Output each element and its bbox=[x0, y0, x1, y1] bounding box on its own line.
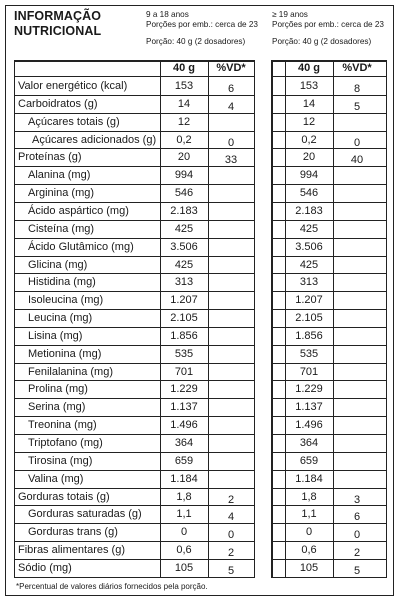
nutrient-label: Gorduras trans (g) bbox=[28, 526, 118, 538]
amount-adult: 994 bbox=[299, 169, 319, 181]
amount-teen: 364 bbox=[174, 437, 194, 449]
vd-adult: 3 bbox=[353, 494, 361, 506]
amount-teen: 14 bbox=[177, 98, 191, 110]
vd-teen: 5 bbox=[227, 565, 235, 577]
amount-adult: 20 bbox=[302, 151, 316, 163]
table-row bbox=[0, 541, 400, 559]
amount-teen: 425 bbox=[174, 223, 194, 235]
amount-adult: 1.496 bbox=[295, 419, 323, 431]
amount-adult: 0,6 bbox=[301, 544, 317, 556]
amount-adult: 105 bbox=[299, 562, 319, 574]
amount-teen: 659 bbox=[174, 455, 194, 467]
table-row bbox=[0, 77, 400, 95]
amount-teen: 1.207 bbox=[170, 294, 198, 306]
nutrient-label: Leucina (mg) bbox=[28, 312, 93, 324]
amount-teen: 1.137 bbox=[170, 401, 198, 413]
amount-teen: 1.229 bbox=[170, 383, 198, 395]
title-line-2: NUTRICIONAL bbox=[14, 24, 102, 38]
amount-adult: 1.856 bbox=[295, 330, 323, 342]
table-row bbox=[0, 505, 400, 523]
table-row bbox=[0, 202, 400, 220]
nutrient-label: Treonina (mg) bbox=[28, 419, 97, 431]
group-portions: Porções por emb.: cerca de 23 bbox=[272, 20, 384, 29]
amount-teen: 1.496 bbox=[170, 419, 198, 431]
amount-adult: 364 bbox=[299, 437, 319, 449]
panel-title bbox=[14, 9, 101, 39]
nutrient-label: Ácido Glutâmico (mg) bbox=[28, 241, 134, 253]
table-row bbox=[0, 131, 400, 149]
nutrient-label: Valor energético (kcal) bbox=[18, 80, 128, 92]
table-row bbox=[0, 452, 400, 470]
nutrient-label: Açúcares adicionados (g) bbox=[32, 134, 157, 146]
amount-adult: 1,8 bbox=[301, 491, 317, 503]
amount-teen: 105 bbox=[174, 562, 194, 574]
vd-adult: 5 bbox=[353, 101, 361, 113]
vd-adult: 6 bbox=[353, 511, 361, 523]
nutrient-label: Arginina (mg) bbox=[28, 187, 95, 199]
table-row bbox=[0, 380, 400, 398]
nutrient-label: Metionina (mg) bbox=[28, 348, 102, 360]
table-row bbox=[0, 309, 400, 327]
nutrient-label: Isoleucina (mg) bbox=[28, 294, 104, 306]
vd-adult: 2 bbox=[353, 547, 361, 559]
amount-adult: 153 bbox=[299, 80, 319, 92]
amount-adult: 546 bbox=[299, 187, 319, 199]
group-age: ≥ 19 anos bbox=[272, 10, 308, 19]
vd-adult: 8 bbox=[353, 83, 361, 95]
amount-adult: 14 bbox=[302, 98, 316, 110]
nutrient-label: Cisteína (mg) bbox=[28, 223, 95, 235]
table-row bbox=[0, 523, 400, 541]
nutrient-label: Tirosina (mg) bbox=[28, 455, 93, 467]
vd-teen: 2 bbox=[227, 494, 235, 506]
group-portions: Porções por emb.: cerca de 23 bbox=[146, 20, 258, 29]
amount-teen: 0,2 bbox=[176, 134, 192, 146]
amount-adult: 1.229 bbox=[295, 383, 323, 395]
amount-teen: 1,8 bbox=[176, 491, 192, 503]
table-row bbox=[0, 148, 400, 166]
amount-adult: 659 bbox=[299, 455, 319, 467]
vd-teen: 4 bbox=[227, 101, 235, 113]
vd-adult: 0 bbox=[353, 529, 361, 541]
vd-teen: 4 bbox=[227, 511, 235, 523]
table-row bbox=[0, 488, 400, 506]
amount-teen: 535 bbox=[174, 348, 194, 360]
amount-teen: 313 bbox=[174, 276, 194, 288]
amount-adult: 12 bbox=[302, 116, 316, 128]
group-header-adult bbox=[272, 10, 384, 47]
table-row bbox=[0, 113, 400, 131]
table-row bbox=[0, 184, 400, 202]
table-row bbox=[0, 363, 400, 381]
table-row bbox=[0, 220, 400, 238]
row-divider bbox=[14, 577, 387, 578]
amount-teen: 3.506 bbox=[170, 241, 198, 253]
amount-teen: 1.856 bbox=[170, 330, 198, 342]
table-row bbox=[0, 345, 400, 363]
nutrient-label: Alanina (mg) bbox=[28, 169, 91, 181]
amount-teen: 153 bbox=[174, 80, 194, 92]
amount-adult: 425 bbox=[299, 223, 319, 235]
vd-adult: 0 bbox=[353, 137, 361, 149]
group-age: 9 a 18 anos bbox=[146, 10, 189, 19]
amount-teen: 425 bbox=[174, 259, 194, 271]
table-row bbox=[0, 470, 400, 488]
table-row bbox=[0, 434, 400, 452]
nutrient-label: Valina (mg) bbox=[28, 473, 84, 485]
amount-adult: 1,1 bbox=[301, 508, 317, 520]
amount-adult: 1.184 bbox=[295, 473, 323, 485]
amount-adult: 0,2 bbox=[301, 134, 317, 146]
nutrient-label: Serina (mg) bbox=[28, 401, 86, 413]
col-header-amount-adult: 40 g bbox=[297, 62, 320, 74]
table-row bbox=[0, 291, 400, 309]
amount-adult: 313 bbox=[299, 276, 319, 288]
amount-teen: 546 bbox=[174, 187, 194, 199]
table-row bbox=[0, 95, 400, 113]
nutrient-label: Fenilalanina (mg) bbox=[28, 366, 113, 378]
nutrient-label: Prolina (mg) bbox=[28, 383, 88, 395]
vd-teen: 33 bbox=[224, 154, 238, 166]
nutrient-label: Histidina (mg) bbox=[28, 276, 96, 288]
amount-teen: 1,1 bbox=[176, 508, 192, 520]
amount-adult: 425 bbox=[299, 259, 319, 271]
footnote: *Percentual de valores diários fornecidos pela porção. bbox=[16, 582, 208, 591]
amount-teen: 701 bbox=[174, 366, 194, 378]
amount-teen: 12 bbox=[177, 116, 191, 128]
amount-adult: 2.105 bbox=[295, 312, 323, 324]
table-row bbox=[0, 238, 400, 256]
group-header-teen bbox=[146, 10, 258, 47]
col-header-vd-teen: %VD* bbox=[216, 62, 246, 74]
amount-teen: 2.183 bbox=[170, 205, 198, 217]
amount-teen: 1.184 bbox=[170, 473, 198, 485]
table-row bbox=[0, 327, 400, 345]
table-row bbox=[0, 273, 400, 291]
col-header-vd-adult: %VD* bbox=[342, 62, 372, 74]
vd-teen: 0 bbox=[227, 137, 235, 149]
vd-adult: 40 bbox=[350, 154, 364, 166]
nutrient-label: Gorduras totais (g) bbox=[18, 491, 110, 503]
nutrient-label: Fibras alimentares (g) bbox=[18, 544, 125, 556]
amount-adult: 3.506 bbox=[295, 241, 323, 253]
amount-teen: 0,6 bbox=[176, 544, 192, 556]
nutrient-label: Glicina (mg) bbox=[28, 259, 88, 271]
nutrient-label: Sódio (mg) bbox=[18, 562, 72, 574]
amount-teen: 0 bbox=[180, 526, 188, 538]
amount-teen: 2.105 bbox=[170, 312, 198, 324]
vd-teen: 2 bbox=[227, 547, 235, 559]
nutrient-label: Gorduras saturadas (g) bbox=[28, 508, 142, 520]
amount-adult: 701 bbox=[299, 366, 319, 378]
title-line-1: INFORMAÇÃO bbox=[14, 9, 102, 23]
table-row bbox=[0, 256, 400, 274]
vd-teen: 0 bbox=[227, 529, 235, 541]
amount-teen: 994 bbox=[174, 169, 194, 181]
amount-teen: 20 bbox=[177, 151, 191, 163]
amount-adult: 1.207 bbox=[295, 294, 323, 306]
table-row bbox=[0, 398, 400, 416]
nutrient-label: Ácido aspártico (mg) bbox=[28, 205, 129, 217]
table-row bbox=[0, 416, 400, 434]
amount-adult: 2.183 bbox=[295, 205, 323, 217]
table-row bbox=[0, 559, 400, 577]
amount-adult: 1.137 bbox=[295, 401, 323, 413]
nutrient-label: Açúcares totais (g) bbox=[28, 116, 120, 128]
nutrient-label: Triptofano (mg) bbox=[28, 437, 103, 449]
group-serving: Porção: 40 g (2 dosadores) bbox=[272, 37, 372, 46]
amount-adult: 535 bbox=[299, 348, 319, 360]
group-serving: Porção: 40 g (2 dosadores) bbox=[146, 37, 246, 46]
nutrient-label: Carboidratos (g) bbox=[18, 98, 98, 110]
nutrient-label: Lisina (mg) bbox=[28, 330, 83, 342]
vd-adult: 5 bbox=[353, 565, 361, 577]
col-header-amount-teen: 40 g bbox=[172, 62, 195, 74]
table-row bbox=[0, 166, 400, 184]
vd-teen: 6 bbox=[227, 83, 235, 95]
nutrient-label: Proteínas (g) bbox=[18, 151, 82, 163]
amount-adult: 0 bbox=[305, 526, 313, 538]
